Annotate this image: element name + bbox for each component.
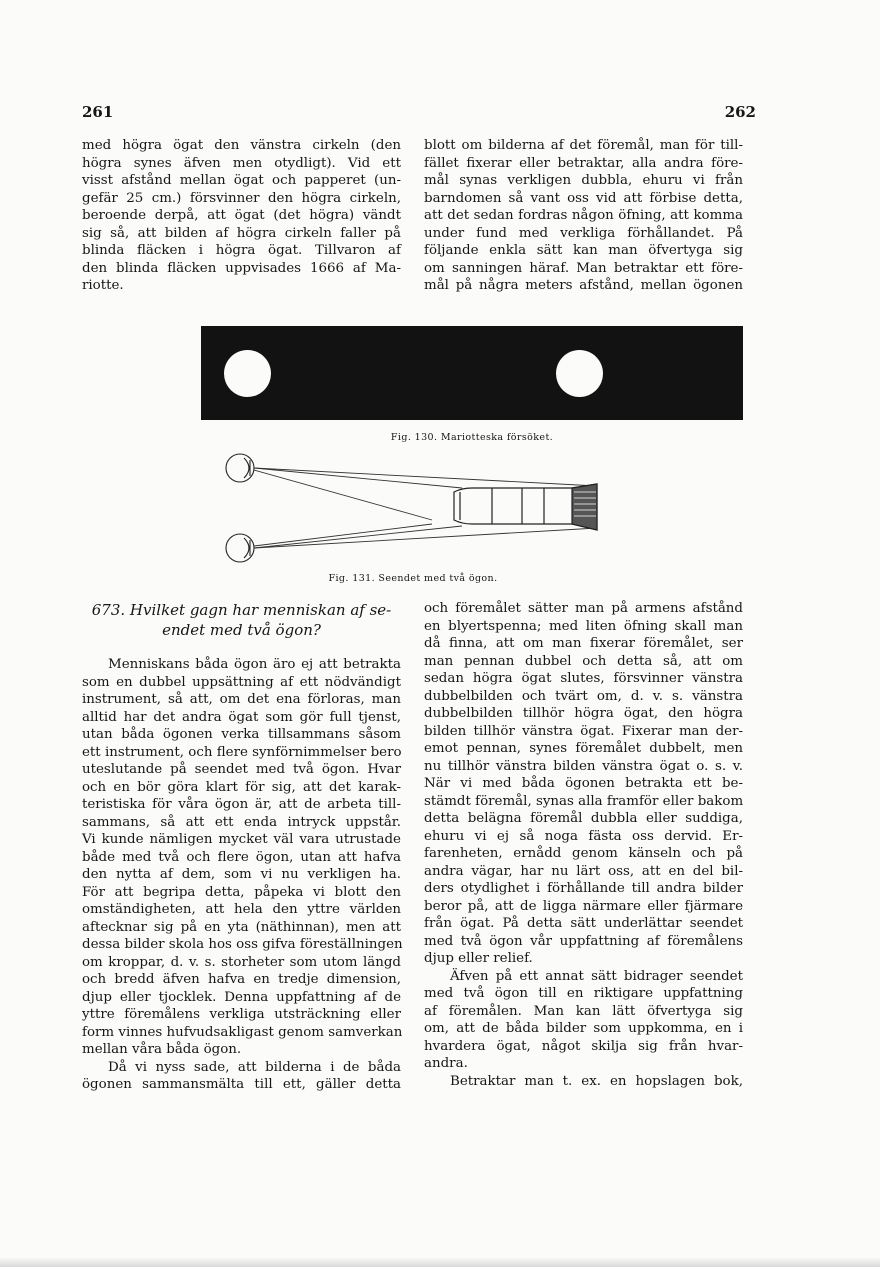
text-line: mål på några meters afstånd, mellan ögonen	[424, 278, 743, 293]
text-line: ehuru vi ej så noga fästa oss dervid. Er-	[424, 828, 743, 844]
text-column-bottom-left	[82, 656, 401, 1094]
text-line: sammans, så att ett enda intryck uppstår.	[82, 814, 401, 830]
text-line: ders otydlighet i förhållande till andra bilder	[424, 881, 743, 896]
text-line: bilden tillhör vänstra ögat. Fixerar man der-	[424, 723, 743, 739]
lower-eye	[226, 534, 254, 562]
text-line: Betraktar man t. ex. en hopslagen bok,	[450, 1073, 743, 1089]
text-line: om, att de båda bilder som uppkomma, en i	[424, 1021, 743, 1036]
text-line: farenheten, ernådd genom känseln och på	[424, 846, 743, 861]
text-line: blott om bilderna af det föremål, man för till-	[424, 138, 743, 153]
left-white-circle	[224, 350, 271, 397]
text-line: hvardera ögat, något skilja sig från hvar-	[424, 1038, 743, 1054]
figure-131-binocular-diagram	[222, 448, 604, 566]
text-line: om kroppar, d. v. s. storheter som utom längd	[82, 954, 401, 970]
section-heading	[82, 600, 401, 640]
text-line: högra synes äfven men otydligt). Vid ett	[82, 155, 401, 171]
page-number-left: 261	[82, 103, 114, 121]
text-line: af föremålen. Man kan lätt öfvertyga sig	[424, 1003, 743, 1019]
upper-eye	[226, 454, 254, 482]
text-line: Då vi nyss sade, att bilderna i de båda	[108, 1059, 401, 1075]
text-line: och föremålet sätter man på armens afstånd	[424, 601, 743, 616]
text-line: Äfven på ett annat sätt bidrager seendet	[450, 968, 743, 984]
text-column-bottom-right	[424, 600, 743, 1090]
text-line: djup eller relief.	[424, 951, 533, 966]
text-line: att det sedan fordras någon öfning, att komma	[424, 208, 743, 223]
heading-line: 673. Hvilket gagn har menniskan af se-	[91, 601, 392, 619]
text-line: instrument, så att, om det ena förloras, man	[82, 692, 401, 707]
right-white-circle	[556, 350, 603, 397]
text-line: både med två och flere ögon, utan att hafva	[82, 849, 401, 865]
text-line: andra vägar, har nu lärt oss, att en del bil-	[424, 863, 743, 879]
text-line: man pennan dubbel och detta så, att om	[424, 653, 743, 669]
text-line: blinda fläcken i högra ögat. Tillvaron af	[82, 243, 401, 258]
text-line: sedan högra ögat slutes, försvinner vänstra	[424, 671, 743, 686]
text-line: aftecknar sig på en yta (näthinnan), men att	[82, 919, 401, 935]
text-line: med två ögon vår uppfattning af föremålens	[424, 933, 743, 949]
text-line: ögonen sammansmälta till ett, gäller detta	[82, 1077, 401, 1092]
text-line: barndomen så vant oss vid att förbise detta,	[424, 190, 743, 206]
text-line: fället fixerar eller betraktar, alla andra före-	[424, 155, 743, 171]
text-line: riotte.	[82, 278, 124, 293]
text-line: omständigheten, att hela den yttre världen	[82, 902, 401, 917]
text-line: yttre föremålens verkliga utsträckning eller	[82, 1007, 401, 1022]
text-line: andra.	[424, 1056, 468, 1071]
figure-130-mariotte-card	[201, 326, 743, 420]
text-line: djup eller tjocklek. Denna uppfattning af de	[82, 989, 401, 1005]
text-line: stämdt föremål, synas alla framför eller bakom	[424, 793, 744, 809]
text-line: och bredd äfven hafva en tredje dimension,	[82, 972, 401, 987]
text-line: nu tillhör vänstra bilden vänstra ögat o. s. v.	[424, 758, 743, 774]
text-line: under fund med verkliga förhållandet. På	[424, 225, 743, 241]
text-line: som en dubbel uppsättning af ett nödvändigt	[82, 674, 401, 690]
text-line: detta belägna föremål dubbla eller suddiga,	[424, 811, 743, 826]
text-line: Vi kunde nämligen mycket väl vara utrustade	[82, 832, 401, 847]
figure-130-caption: Fig. 130. Mariotteska försöket.	[390, 432, 554, 443]
text-line: ett instrument, och flere synförnimmelser bero	[82, 744, 402, 760]
text-line: den blinda fläcken uppvisades 1666 af Ma-	[82, 260, 401, 276]
text-line: form vinnes hufvudsakligast genom samverkan	[82, 1024, 403, 1040]
text-line: alltid har det andra ögat som gör full tjenst,	[82, 709, 401, 725]
text-line: gefär 25 cm.) försvinner den högra cirkeln,	[82, 190, 401, 206]
text-line: från ögat. På detta sätt underlättar seendet	[424, 916, 743, 931]
text-line: beroende derpå, att ögat (det högra) vändt	[82, 208, 401, 223]
text-line: följande enkla sätt kan man öfvertyga sig	[424, 243, 743, 258]
text-line: När vi med båda ögonen betrakta ett be-	[424, 776, 743, 791]
text-line: dubbelbilden tillhör högra ögat, den högra	[424, 706, 743, 721]
text-line: visst afstånd mellan ögat och papperet (un-	[82, 173, 401, 188]
figure-131-caption: Fig. 131. Seendet med två ögon.	[328, 573, 498, 584]
text-line: sig så, att bilden af högra cirkeln faller på	[82, 225, 401, 241]
heading-line: endet med två ögon?	[162, 621, 321, 639]
text-line: en blyertspenna; med liten öfning skall man	[424, 618, 743, 634]
text-column-top-right	[424, 137, 743, 295]
text-line: den nytta af dem, som vi nu verkligen ha.	[82, 867, 401, 882]
text-line: utan båda ögonen verka tillsammans såsom	[82, 727, 401, 742]
text-line: beror på, att de ligga närmare eller fjärmare	[424, 898, 743, 914]
tube	[454, 484, 597, 530]
text-line: med högra ögat den vänstra cirkeln (den	[82, 138, 401, 153]
scan-edge-shadow	[0, 1257, 880, 1267]
text-column-top-left	[82, 137, 401, 295]
text-line: dubbelbilden och tvärt om, d. v. s. vänstra	[424, 688, 743, 704]
text-line: mellan våra båda ögon.	[82, 1042, 242, 1057]
text-line: uteslutande på seendet med två ögon. Hvar	[82, 762, 401, 777]
text-line: om sanningen häraf. Man betraktar ett före-	[424, 260, 743, 276]
text-line: dessa bilder skola hos oss gifva föreställningen	[82, 937, 403, 952]
text-line: teristiska för våra ögon är, att de arbeta till-	[82, 797, 401, 812]
text-line: med två ögon till en riktigare uppfattning	[424, 986, 743, 1001]
text-line: mål synas verkligen dubbla, ehuru vi från	[424, 173, 743, 188]
text-line: då finna, att om man fixerar föremålet, ser	[424, 636, 743, 651]
text-line: och en bör göra klart för sig, att det karak-	[82, 779, 401, 795]
text-line: emot pennan, synes föremålet dubbelt, men	[424, 741, 743, 756]
page-number-right: 262	[724, 103, 756, 121]
text-line: För att begripa detta, påpeka vi blott den	[82, 884, 401, 900]
text-line: Menniskans båda ögon äro ej att betrakta	[108, 657, 401, 672]
